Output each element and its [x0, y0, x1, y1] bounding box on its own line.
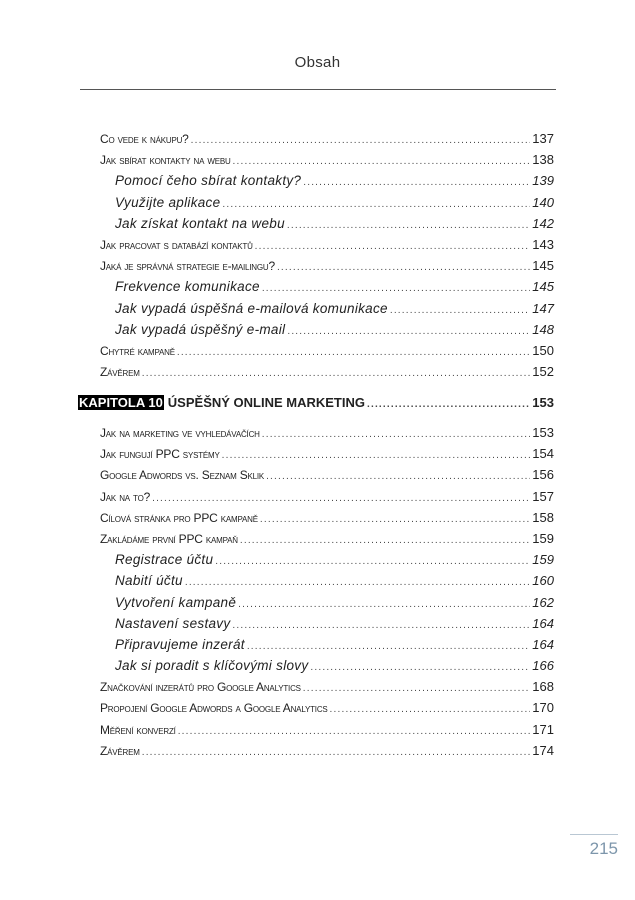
toc-entry-page: 137 [532, 131, 554, 146]
toc-entry-page: 170 [532, 700, 554, 716]
toc-entry-title: Závěrem [100, 743, 140, 758]
toc-entry-title: Google Adwords vs. Seznam Sklik [100, 468, 265, 483]
dot-leader [240, 530, 530, 551]
dot-leader [287, 215, 530, 236]
toc-entry-page: 159 [532, 552, 554, 568]
toc-entry-page: 148 [532, 321, 554, 337]
toc-section-before [100, 128, 554, 382]
toc-entry-page: 164 [532, 636, 554, 652]
toc-entry-title: Cílová stránka pro PPC kampaně [100, 510, 258, 525]
dot-leader [303, 172, 530, 193]
toc-entry[interactable] [100, 464, 554, 485]
dot-leader [238, 594, 530, 615]
toc-chapter [79, 392, 554, 413]
toc-entry[interactable] [100, 255, 554, 276]
toc-entry-page: 150 [532, 342, 554, 358]
toc-entry[interactable] [100, 443, 554, 464]
toc-entry[interactable] [100, 213, 554, 234]
dot-leader [185, 572, 530, 593]
toc-entry-title: Propojení Google Adwords a Google Analytics [100, 701, 328, 716]
dot-leader [287, 321, 530, 342]
toc-entry[interactable] [100, 234, 554, 255]
page-header-title: Obsah [294, 54, 341, 71]
toc-entry-title: Jak na marketing ve vyhledávačích [100, 426, 260, 440]
toc-entry-title: Chytré kampaně [100, 343, 175, 358]
toc-entry-title: Jak si poradit s klíčovými slovy [115, 658, 309, 674]
toc-entry[interactable] [100, 592, 554, 613]
toc-entry[interactable] [100, 719, 554, 740]
toc-entry[interactable] [100, 149, 554, 170]
dot-leader [222, 445, 531, 466]
toc-entry-page: 145 [532, 279, 554, 295]
toc-entry-page: 168 [532, 679, 554, 695]
toc-entry-title: Jaká je správná strategie e-mailingu? [100, 259, 275, 274]
toc-entry-page: 142 [532, 215, 554, 231]
chapter-tag: KAPITOLA 10 [79, 395, 163, 410]
toc-entry[interactable] [100, 549, 554, 570]
toc-entry-title: Závěrem [100, 365, 140, 380]
toc-entry-page: 156 [532, 467, 554, 483]
page-number: 215 [570, 834, 618, 859]
toc-entry-page: 160 [532, 573, 554, 589]
toc-entry-title: Zakládáme první PPC kampaň [100, 531, 238, 546]
header-rule [80, 89, 556, 90]
toc-entry[interactable] [100, 507, 554, 528]
toc-entry-title: Nabití účtu [115, 573, 183, 589]
dot-leader [178, 721, 531, 742]
toc-entry[interactable] [100, 613, 554, 634]
toc-entry[interactable] [100, 570, 554, 591]
toc-entry-title: Registrace účtu [115, 552, 214, 568]
toc-entry-title: Jak sbírat kontakty na webu [100, 153, 231, 168]
chapter-label [79, 392, 365, 413]
toc-entry-page: 153 [532, 425, 554, 440]
dot-leader [262, 278, 530, 299]
toc-entry-page: 174 [532, 742, 554, 758]
dot-leader [142, 363, 531, 384]
dot-leader [247, 636, 530, 657]
dot-leader [266, 466, 530, 487]
toc-entry-title: Jak získat kontakt na webu [115, 215, 285, 231]
toc-section-after [100, 422, 554, 761]
toc-entry-page: 166 [532, 658, 554, 674]
dot-leader [310, 657, 530, 678]
toc-entry-title: Jak vypadá úspěšný e-mail [115, 321, 286, 337]
toc-entry[interactable] [100, 528, 554, 549]
toc-entry[interactable] [100, 634, 554, 655]
dot-leader [390, 300, 530, 321]
toc-entry-title: Frekvence komunikace [115, 279, 260, 295]
toc-chapter-entry[interactable] [79, 392, 554, 413]
toc-entry-title: Připravujeme inzerát [115, 636, 245, 652]
toc-entry[interactable] [100, 192, 554, 213]
dot-leader [191, 130, 531, 151]
toc-entry[interactable] [100, 486, 554, 507]
toc-entry[interactable] [100, 276, 554, 297]
toc-entry-title: Značkování inzerátů pro Google Analytics [100, 680, 301, 695]
toc-entry-page: 159 [532, 530, 554, 546]
toc-entry-page: 164 [532, 615, 554, 631]
dot-leader [260, 509, 530, 530]
toc-entry[interactable] [100, 298, 554, 319]
dot-leader [222, 194, 530, 215]
toc-entry-title: Využijte aplikace [115, 194, 221, 210]
chapter-title: ÚSPĚŠNÝ ONLINE MARKETING [167, 395, 365, 410]
chapter-page: 153 [532, 395, 554, 410]
toc-entry-page: 147 [532, 300, 554, 316]
toc-entry-title: Jak fungují PPC systémy [100, 447, 220, 462]
dot-leader [262, 424, 531, 445]
dot-leader [330, 699, 531, 720]
toc-entry-title: Vytvoření kampaně [115, 594, 237, 610]
dot-leader [152, 488, 530, 509]
dot-leader [277, 257, 530, 278]
toc-entry-title: Pomocí čeho sbírat kontakty? [115, 173, 302, 189]
toc-entry-title: Jak vypadá úspěšná e-mailová komunikace [115, 300, 388, 316]
dot-leader [255, 236, 531, 257]
toc-entry-page: 162 [532, 594, 554, 610]
toc-entry-page: 143 [532, 236, 554, 252]
toc-entry[interactable] [100, 740, 554, 761]
toc-entry-page: 138 [532, 152, 554, 168]
dot-leader [303, 678, 531, 699]
toc-entry-page: 157 [532, 488, 554, 504]
toc-entry-title: Jak pracovat s databází kontaktů [100, 237, 253, 252]
toc-entry-page: 154 [532, 446, 554, 462]
toc-entry-page: 152 [532, 364, 554, 380]
toc-entry[interactable] [100, 361, 554, 382]
toc-entry[interactable] [100, 676, 554, 697]
toc-entry-title: Měření konverzí [100, 722, 176, 737]
toc-entry-page: 139 [532, 173, 554, 189]
toc-entry-page: 158 [532, 509, 554, 525]
toc-entry[interactable] [100, 170, 554, 191]
dot-leader [232, 615, 530, 636]
dot-leader [233, 151, 531, 172]
toc-entry[interactable] [100, 340, 554, 361]
toc-entry-page: 140 [532, 194, 554, 210]
toc-entry-page: 145 [532, 258, 554, 274]
toc-entry-title: Nastavení sestavy [115, 615, 231, 631]
toc-entry-title: Co vede k nákupu? [100, 132, 189, 146]
toc-entry[interactable] [100, 697, 554, 718]
dot-leader [177, 342, 530, 363]
dot-leader [215, 551, 530, 572]
dot-leader [367, 394, 530, 415]
toc-entry[interactable] [100, 319, 554, 340]
toc-entry[interactable] [100, 422, 554, 443]
toc-entry[interactable] [100, 128, 554, 149]
toc-entry[interactable] [100, 655, 554, 676]
toc-entry-title: Jak na to? [100, 489, 151, 504]
toc-entry-page: 171 [532, 721, 554, 737]
dot-leader [142, 742, 531, 763]
